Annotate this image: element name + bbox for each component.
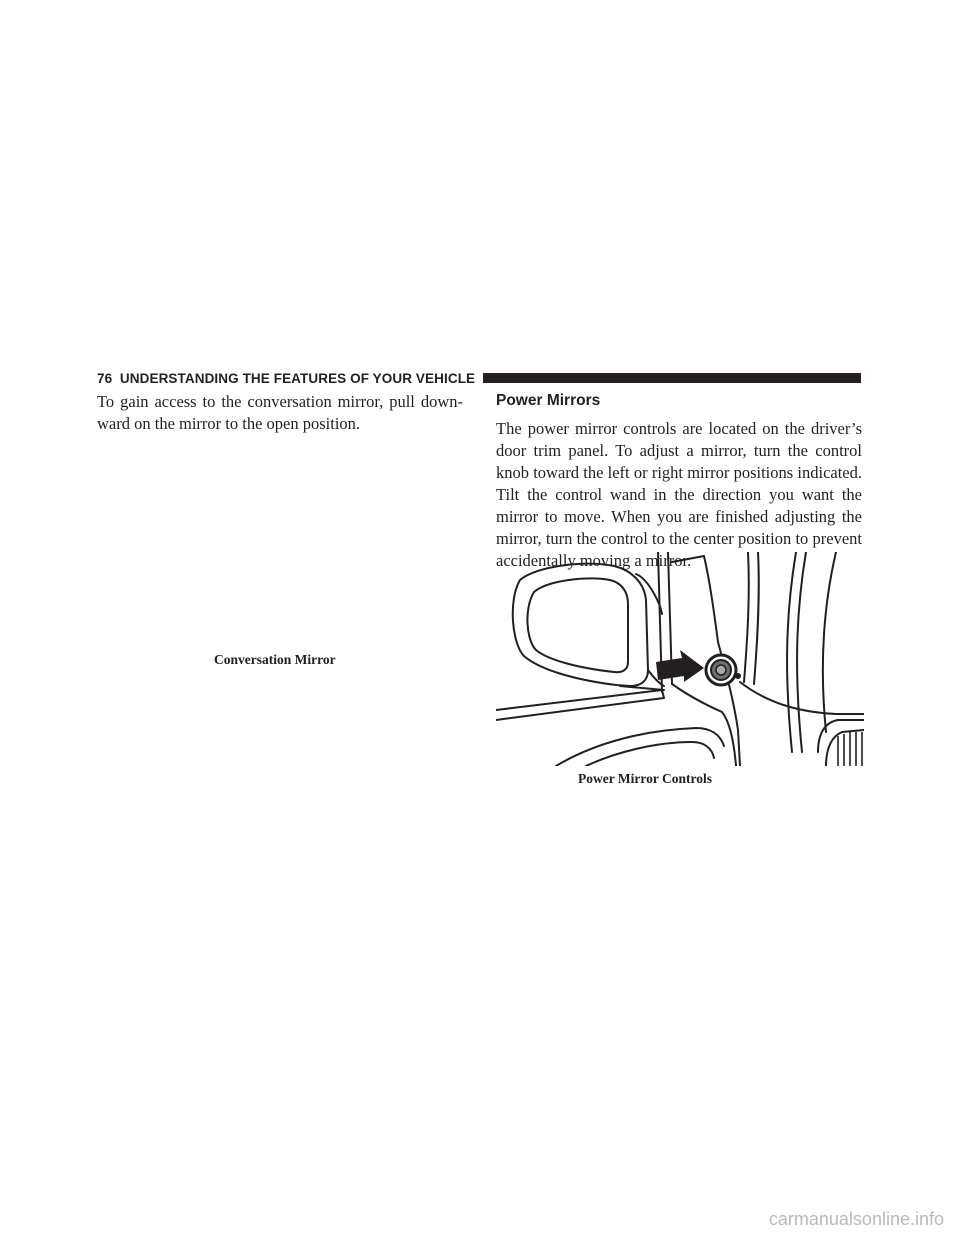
header-rule — [483, 373, 861, 383]
mirror-glass — [527, 579, 628, 673]
page-header-text — [97, 371, 475, 386]
section-title: UNDERSTANDING THE FEATURES OF YOUR VEHICLE — [119, 370, 476, 386]
power-mirrors-paragraph: The power mirror controls are located on the driver’s door trim panel. To adjust a mirror, turn the control knob toward the left or right mirror positions indicated. Tilt the control wand in the direction you want the mirror to move. When you are finished adjusting the mirror, turn the control to the center position to prevent accidentally moving a mirror. — [496, 419, 862, 570]
power-mirrors-heading: Power Mirrors — [496, 392, 601, 409]
power-mirror-controls-illustration — [496, 552, 864, 766]
conversation-mirror-caption: Conversation Mirror — [214, 652, 336, 667]
page-number: 76 — [97, 370, 113, 386]
left-column — [97, 391, 463, 435]
arrow-icon — [656, 650, 704, 682]
page-header — [97, 368, 861, 388]
door-beltline — [496, 690, 664, 720]
power-mirror-controls-caption: Power Mirror Controls — [578, 771, 712, 786]
watermark-text: carmanualsonline.info — [768, 1209, 944, 1229]
right-column — [496, 418, 862, 572]
mirror-control-knob — [706, 655, 741, 685]
conversation-mirror-paragraph: To gain access to the conversation mirror, pull down-ward on the mirror to the open position. — [97, 392, 463, 433]
